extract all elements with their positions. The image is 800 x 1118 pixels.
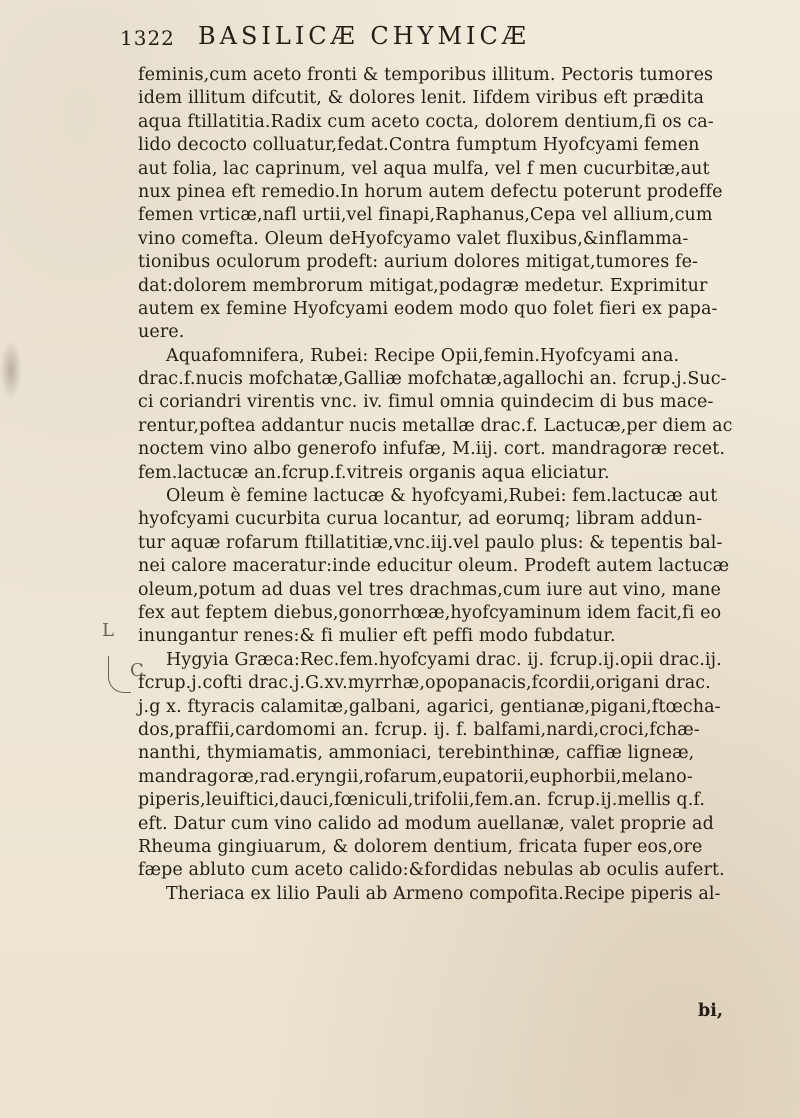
text-line: lido decocto colluatur,fedat.Contra fumptum Hyofcyami femen xyxy=(138,135,700,156)
text-line: Oleum è femine lactucæ & hyofcyami,Rubei: fem.lactucæ aut xyxy=(166,486,718,507)
text-line: Rheuma gingiuarum, & dolorem dentium, fricata fuper eos,ore xyxy=(138,836,703,857)
text-line: uere. xyxy=(138,322,185,343)
text-line: vino comefta. Oleum deHyofcyamo valet fluxibus,&inflamma- xyxy=(138,228,689,249)
text-line: mandragoræ,rad.eryngii,rofarum,eupatorii,euphorbii,melano- xyxy=(138,766,693,787)
text-line: nei calore maceratur:inde educitur oleum. Prodeft autem lactucæ xyxy=(138,556,730,577)
text-line: aqua ftillatitia.Radix cum aceto cocta, dolorem dentium,fi os ca- xyxy=(138,111,714,132)
text-line: feminis,cum aceto fronti & temporibus illitum. Pectoris tumores xyxy=(138,65,714,85)
text-line: tionibus oculorum prodeft: aurium dolores mitigat,tumores fe- xyxy=(138,252,699,273)
text-line: fcrup.j.cofti drac.j.G.xv.myrrhæ,opopanacis,fcordii,origani drac. xyxy=(138,673,711,694)
body-text xyxy=(138,64,778,906)
text-line: tur aquæ rofarum ftillatitiæ,vnc.iij.vel paulo plus: & tepentis bal- xyxy=(138,532,723,553)
text-line: inungantur renes:& fi mulier eft peffi modo fubdatur. xyxy=(138,626,616,647)
text-line: nux pinea eft remedio.In horum autem defectu poterunt prodeffe xyxy=(138,181,723,202)
text-line: Aquafomnifera, Rubei: Recipe Opii,femin.Hyofcyami ana. xyxy=(166,345,680,366)
text-line: fæpe abluto cum aceto calido:&fordidas nebulas ab oculis aufert. xyxy=(138,860,725,881)
margin-bracket xyxy=(108,656,131,693)
page-header xyxy=(120,20,760,60)
text-line: dat:dolorem membrorum mitigat,podagræ medetur. Exprimitur xyxy=(138,275,708,296)
margin-note: C xyxy=(130,660,144,681)
text-line: drac.f.nucis mofchatæ,Galliæ mofchatæ,agallochi an. fcrup.j.Suc- xyxy=(138,369,727,390)
page-stain xyxy=(0,340,22,400)
text-line: rentur,poftea addantur nucis metallæ drac.f. Lactucæ,per diem ac xyxy=(138,415,733,436)
catchword: bi, xyxy=(698,1001,723,1021)
running-head: BASILICÆ CHYMICÆ xyxy=(198,22,530,50)
text-line: fex aut feptem diebus,gonorrhœæ,hyofcyaminum idem facit,fi eo xyxy=(138,602,722,623)
text-line: femen vrticæ,nafl urtii,vel finapi,Raphanus,Cepa vel allium,cum xyxy=(138,205,713,226)
text-line: eft. Datur cum vino calido ad modum auellanæ, valet proprie ad xyxy=(138,813,714,834)
margin-note: L xyxy=(102,620,114,641)
text-line: Theriaca ex lilio Pauli ab Armeno compofita.Recipe piperis al- xyxy=(166,883,721,904)
text-line: Hygyia Græca:Rec.fem.hyofcyami drac. ij. fcrup.ij.opii drac.ij. xyxy=(166,649,722,670)
text-line: ci coriandri virentis vnc. iv. fimul omnia quindecim di bus mace- xyxy=(138,392,714,413)
text-line: oleum,potum ad duas vel tres drachmas,cum iure aut vino, mane xyxy=(138,579,721,600)
text-line: nanthi, thymiamatis, ammoniaci, terebinthinæ, caffiæ ligneæ, xyxy=(138,743,695,764)
text-line: aut folia, lac caprinum, vel aqua mulfa, vel f men cucurbitæ,aut xyxy=(138,158,710,179)
text-line: idem illitum difcutit, & dolores lenit. Iifdem viribus eft prædita xyxy=(138,88,705,109)
text-line: hyofcyami cucurbita curua locantur, ad eorumq; libram addun- xyxy=(138,509,703,530)
text-line: autem ex femine Hyofcyami eodem modo quo folet fieri ex papa- xyxy=(138,298,718,319)
page-number: 1322 xyxy=(120,26,175,50)
text-line: fem.lactucæ an.fcrup.f.vitreis organis aqua eliciatur. xyxy=(138,462,610,483)
text-line: dos,praffii,cardomomi an. fcrup. ij. f. balfami,nardi,croci,fchæ- xyxy=(138,719,700,740)
text-line: piperis,leuiftici,dauci,fœniculi,trifolii,fem.an. fcrup.ij.mellis q.f. xyxy=(138,790,706,811)
text-line: j.g x. ftyracis calamitæ,galbani, agarici, gentianæ,pigani,ftœcha- xyxy=(138,696,721,717)
text-line: noctem vino albo generofo infufæ, M.iij. cort. mandragoræ recet. xyxy=(138,439,726,460)
